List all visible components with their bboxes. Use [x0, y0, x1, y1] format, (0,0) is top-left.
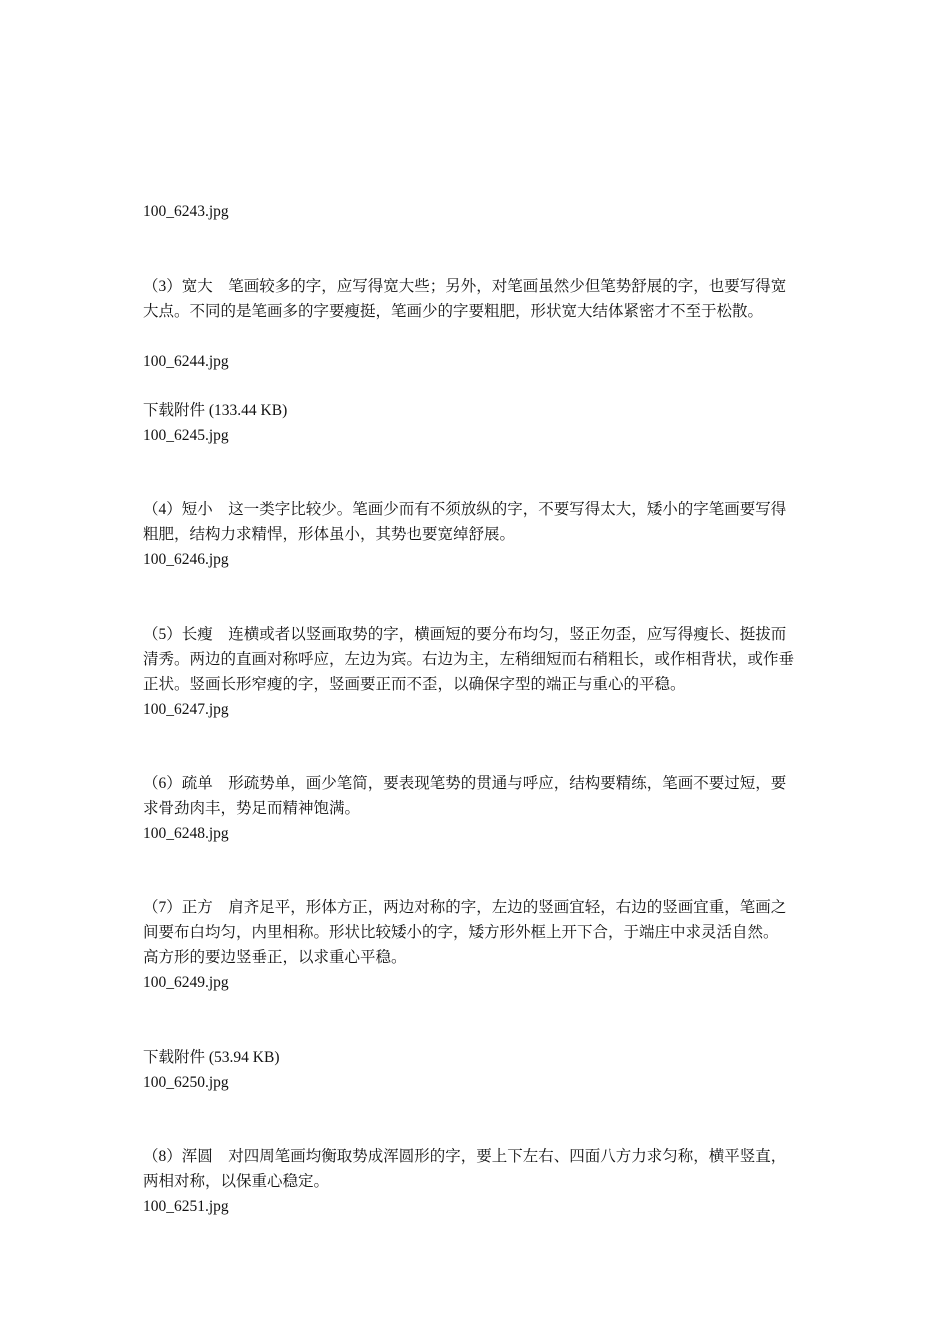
image-filename: 100_6249.jpg	[143, 974, 229, 991]
paragraph-line: 粗肥，结构力求精悍，形体虽小，其势也要宽绰舒展。	[143, 526, 516, 543]
paragraph-kuanda	[143, 274, 811, 324]
download-attachment-link[interactable]: 下载附件 (53.94 KB)	[143, 1049, 280, 1066]
image-filename: 100_6244.jpg	[143, 353, 229, 370]
paragraph-shudan	[143, 771, 811, 821]
paragraph-line: 高方形的要边竖垂正，以求重心平稳。	[143, 949, 407, 966]
paragraph-zhengfang	[143, 895, 811, 970]
image-filename: 100_6247.jpg	[143, 701, 229, 718]
paragraph-line: 间要布白均匀，内里相称。形状比较矮小的字，矮方形外框上开下合，于端庄中求灵活自然。	[143, 924, 779, 941]
paragraph-line: 求骨劲肉丰，势足而精神饱满。	[143, 800, 361, 817]
paragraph-line: 清秀。两边的直画对称呼应，左边为宾。右边为主，左稍细短而右稍粗长，或作相背状，或作垂	[143, 651, 795, 668]
image-filename: 100_6243.jpg	[143, 203, 229, 220]
download-attachment-link[interactable]: 下载附件 (133.44 KB)	[143, 402, 288, 419]
image-filename: 100_6251.jpg	[143, 1198, 229, 1215]
paragraph-line: （7）正方 肩齐足平，形体方正，两边对称的字，左边的竖画宜轻，右边的竖画宜重，笔画之	[143, 899, 787, 916]
image-filename: 100_6246.jpg	[143, 551, 229, 568]
paragraph-changshou	[143, 622, 811, 697]
paragraph-hunyuan	[143, 1144, 811, 1194]
image-filename: 100_6248.jpg	[143, 825, 229, 842]
paragraph-line: （6）疏单 形疏势单，画少笔简，要表现笔势的贯通与呼应，结构要精练，笔画不要过短，要	[143, 775, 787, 792]
image-filename: 100_6245.jpg	[143, 427, 229, 444]
paragraph-line: 正状。竖画长形窄瘦的字，竖画要正而不歪，以确保字型的端正与重心的平稳。	[143, 676, 686, 693]
paragraph-duanxiao	[143, 497, 811, 547]
image-filename: 100_6250.jpg	[143, 1074, 229, 1091]
paragraph-line: 两相对称，以保重心稳定。	[143, 1173, 330, 1190]
paragraph-line: （8）浑圆 对四周笔画均衡取势成浑圆形的字，要上下左右、四面八方力求匀称，横平竖直，	[143, 1148, 787, 1165]
paragraph-line: 大点。不同的是笔画多的字要瘦挺，笔画少的字要粗肥，形状宽大结体紧密才不至于松散。	[143, 303, 764, 320]
paragraph-line: （5）长瘦 连横或者以竖画取势的字，横画短的要分布均匀，竖正勿歪，应写得瘦长、挺拔而	[143, 626, 787, 643]
paragraph-line: （4）短小 这一类字比较少。笔画少而有不须放纵的字，不要写得太大，矮小的字笔画要写得	[143, 501, 787, 518]
paragraph-line: （3）宽大 笔画较多的字，应写得宽大些；另外，对笔画虽然少但笔势舒展的字，也要写得宽	[143, 278, 787, 295]
